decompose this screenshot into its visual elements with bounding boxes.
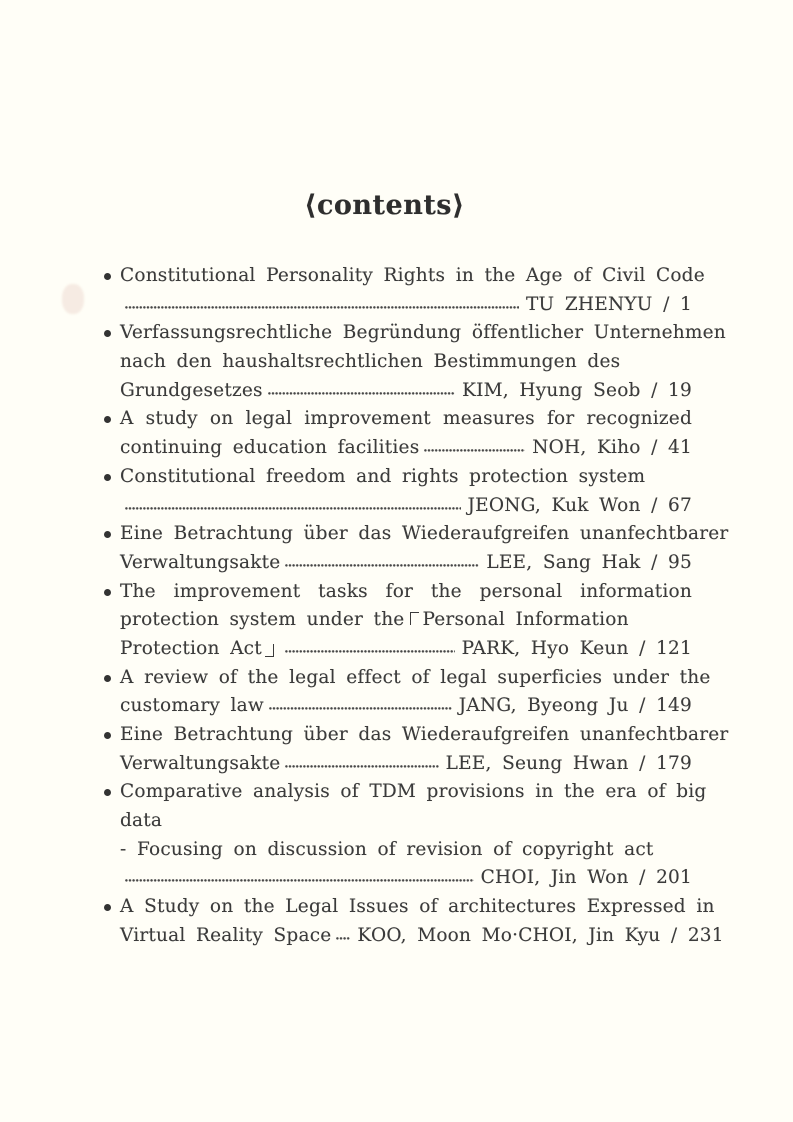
toc-entry-line [103,922,724,951]
dotted-leader [285,549,479,578]
entry-title-text: Grundgesetzes [120,379,263,401]
entry-author: CHOI, Jin Won / 201 [480,867,692,889]
toc-entry-line [103,692,692,721]
entry-author: KOO, Moon Mo·CHOI, Jin Kyu / 231 [357,924,724,946]
bullet-icon [104,273,111,280]
toc-entry-line [103,549,692,578]
toc-entry-line [103,405,692,434]
toc-entry-line [103,262,705,291]
toc-entry-line [103,463,692,492]
entry-title-text: protection system under the [120,609,405,631]
bullet-icon [104,732,111,739]
entry-title-text: Constitutional Personality Rights in the Age of Civil Code [120,265,705,286]
entry-title-text: customary law [120,695,264,717]
corner-bracket-close-icon [265,644,274,657]
entry-title-text: Verwaltungsakte [120,551,281,573]
bullet-icon [104,474,111,481]
toc-entry-line [103,377,692,406]
toc-entry-line [103,635,692,664]
entry-author: JANG, Byeong Ju / 149 [458,695,692,717]
dotted-leader [285,635,455,664]
entry-author: KIM, Hyung Seob / 19 [462,379,692,401]
dotted-leader [424,434,525,463]
toc-entry-line [103,893,715,922]
toc-entry-line [103,664,711,693]
entry-title-text: Verwaltungsakte [120,752,281,774]
bullet-icon [104,531,111,538]
entry-title-text: Comparative analysis of TDM provisions in the era of big [120,781,707,803]
toc-entry-line [103,492,692,521]
dotted-leader [268,377,455,406]
dotted-leader [125,492,461,521]
bullet-icon [104,330,111,337]
toc-entry-line [103,778,707,807]
entry-subtitle-text: - Focusing on discussion of revision of copyright act [120,838,654,860]
entry-title-text: Protection Act [120,637,262,659]
toc-entry-line [103,319,726,348]
entry-author: JEONG, Kuk Won / 67 [467,494,692,516]
entry-author: PARK, Hyo Keun / 121 [461,637,692,659]
scan-artifact [62,284,84,314]
toc-entry-line [103,348,692,377]
entry-author: LEE, Seung Hwan / 179 [445,752,692,774]
dotted-leader [125,291,519,320]
page-title: ⟨contents⟩ [304,190,465,221]
toc-entry-line [103,291,692,320]
entry-title-text: A Study on the Legal Issues of architectures Expressed in [120,896,715,918]
entry-title-text: Eine Betrachtung über das Wiederaufgreifen unanfechtbarer [120,523,729,545]
toc-entry-line [103,520,729,549]
entry-title-text: A review of the legal effect of legal superficies under the [120,666,711,688]
toc-entry-line [103,750,692,779]
bullet-icon [104,416,111,423]
entry-author: NOH, Kiho / 41 [532,437,692,459]
entry-title-text: continuing education facilities [120,437,420,459]
toc-entry-line [103,807,692,836]
toc-entry-line [103,864,692,893]
bullet-icon [104,789,111,796]
entry-title-text: Verfassungsrechtliche Begründung öffentlicher Unternehmen [120,322,726,344]
entry-title-text: Constitutional freedom and rights protection system [120,465,646,487]
bullet-icon [104,589,111,596]
toc-entry-line [103,606,692,635]
toc-entry-line [103,434,692,463]
dotted-leader [125,864,474,893]
dotted-leader [285,750,438,779]
entry-title-text: A study on legal improvement measures for recognized [120,408,692,430]
bullet-icon [104,675,111,682]
entry-title-text: Personal Information [422,609,629,631]
entry-title-text: data [120,810,163,832]
entry-title-text: Virtual Reality Space [120,924,332,946]
dotted-leader [269,692,452,721]
bullet-icon [104,904,111,911]
entry-author: TU ZHENYU / 1 [526,293,692,315]
dotted-leader [336,922,350,951]
entry-title-text: Eine Betrachtung über das Wiederaufgreifen unanfechtbarer [120,724,729,745]
entry-author: LEE, Sang Hak / 95 [486,551,692,573]
toc-entry-subtitle-line [103,836,692,865]
table-of-contents [103,262,729,951]
entry-title-text: The improvement tasks for the personal information [120,580,692,602]
toc-entry-line [103,578,692,607]
toc-entry-line [103,721,729,750]
entry-title-text: nach den haushaltsrechtlichen Bestimmungen des [120,351,621,373]
corner-bracket-open-icon [410,612,419,625]
